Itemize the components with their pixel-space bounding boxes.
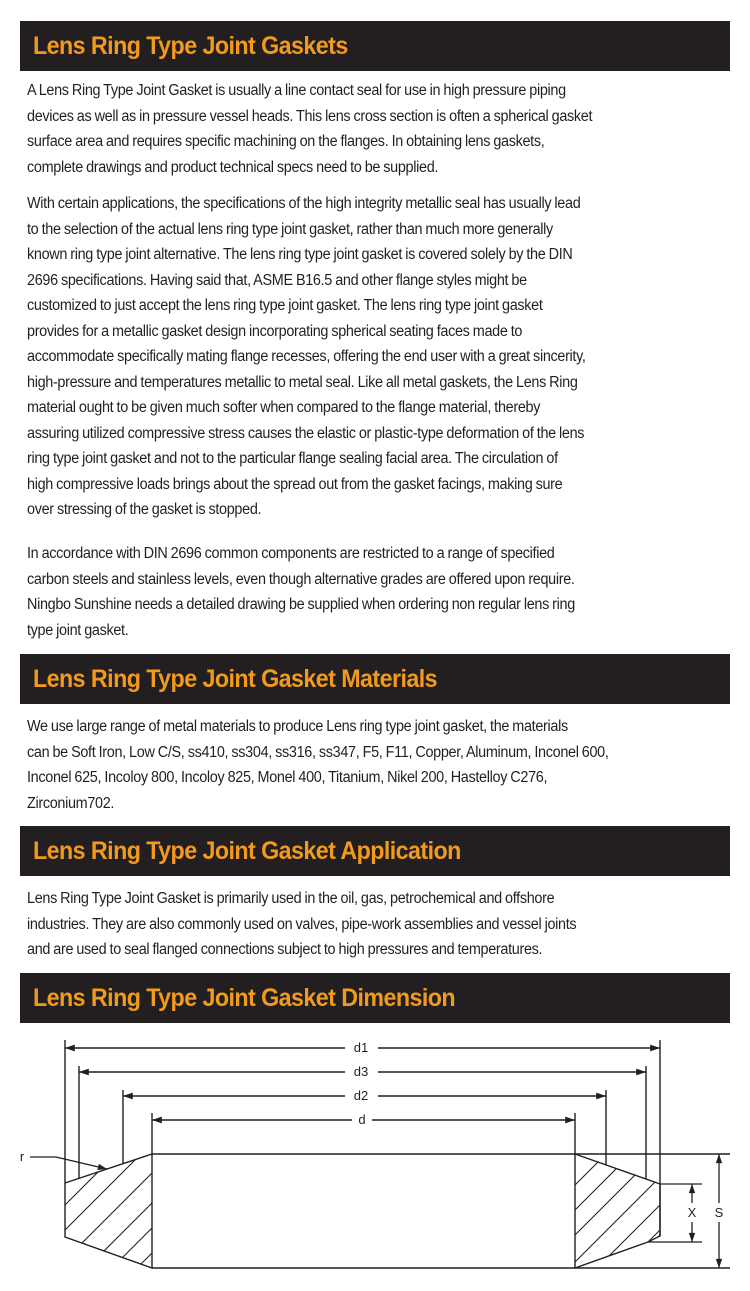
left-hatch-pattern xyxy=(40,1100,220,1291)
x-label: X xyxy=(687,1205,697,1220)
r-leader xyxy=(30,1157,107,1169)
intro-paragraph: A Lens Ring Type Joint Gasket is usually a line contact seal for use in high pressure piping devices as well as in pressure vessel heads. This lens cross section is often a spherical gasket surface area and requires specific machining on the flanges. In obtaining lens gaskets, complete drawings and product technical specs need to be supplied. xyxy=(27,82,593,176)
applications-paragraph: With certain applications, the specifications of the high integrity metallic seal has usually lead to the selection of the actual lens ring type joint gasket, rather than much more generally known ring type joint alternative. The lens ring type joint gasket is covered solely by the DIN 2696 specifications. Having said that, ASME B16.5 and other flange styles might be customized to just accept the lens ring type joint gasket. The lens ring type joint gasket provides for a metallic gasket design incorporating spherical seating faces made to accommodate specifically mating flange recesses, offering the end user with a great sincerity, high-pressure and temperatures metallic to metal seal. Like all metal gaskets, the Lens Ring material ought to be given much softer when compared to the flange material, thereby assuring utilized compressive stress causes the elastic or plastic-type deformation of the lens ring type joint gasket and not to the particular flange sealing facial area. The circulation of high compressive loads brings about the spread out from the gasket facings, making sure over stressing of the gasket is stopped. xyxy=(27,195,586,518)
left-section-outline xyxy=(65,1154,152,1268)
section-header-materials xyxy=(20,654,730,704)
materials-paragraph: We use large range of metal materials to produce Lens ring type joint gasket, the materials can be Soft Iron, Low C/S, ss410, ss304, ss316, ss347, F5, F11, Copper, Aluminum, Inconel 600, Inconel 625, Incoloy 800, Incoloy 825, Monel 400, Titanium, Nikel 200, Hastelloy C276, Zirconium702. xyxy=(27,718,609,812)
s-label: S xyxy=(714,1205,724,1220)
section-title: Lens Ring Type Joint Gaskets xyxy=(33,32,348,60)
r-label: r xyxy=(19,1149,25,1164)
d1-label: d1 xyxy=(353,1040,369,1055)
section-title: Lens Ring Type Joint Gasket Application xyxy=(33,837,461,865)
section-header-dimension xyxy=(20,973,730,1023)
section-title: Lens Ring Type Joint Gasket Dimension xyxy=(33,984,456,1012)
d-label: d xyxy=(358,1112,366,1127)
d2-label: d2 xyxy=(353,1088,369,1103)
lens-ring-dimension-diagram xyxy=(0,1024,750,1291)
section-header-lens-ring-gaskets xyxy=(20,21,730,71)
section-header-application xyxy=(20,826,730,876)
section-title: Lens Ring Type Joint Gasket Materials xyxy=(33,665,437,693)
din-standard-paragraph: In accordance with DIN 2696 common components are restricted to a range of specified carbon steels and stainless levels, even though alternative grades are offered upon require. Ningbo Sunshine needs a detailed drawing be supplied when ordering non regular lens ring type joint gasket. xyxy=(27,545,575,639)
application-paragraph: Lens Ring Type Joint Gasket is primarily used in the oil, gas, petrochemical and offshore industries. They are also commonly used on valves, pipe-work assemblies and vessel joints and are used to seal flanged connections subject to high pressures and temperatures. xyxy=(27,890,577,958)
right-section-outline xyxy=(575,1154,660,1268)
d3-label: d3 xyxy=(353,1064,369,1079)
right-hatch-pattern xyxy=(560,1140,700,1275)
